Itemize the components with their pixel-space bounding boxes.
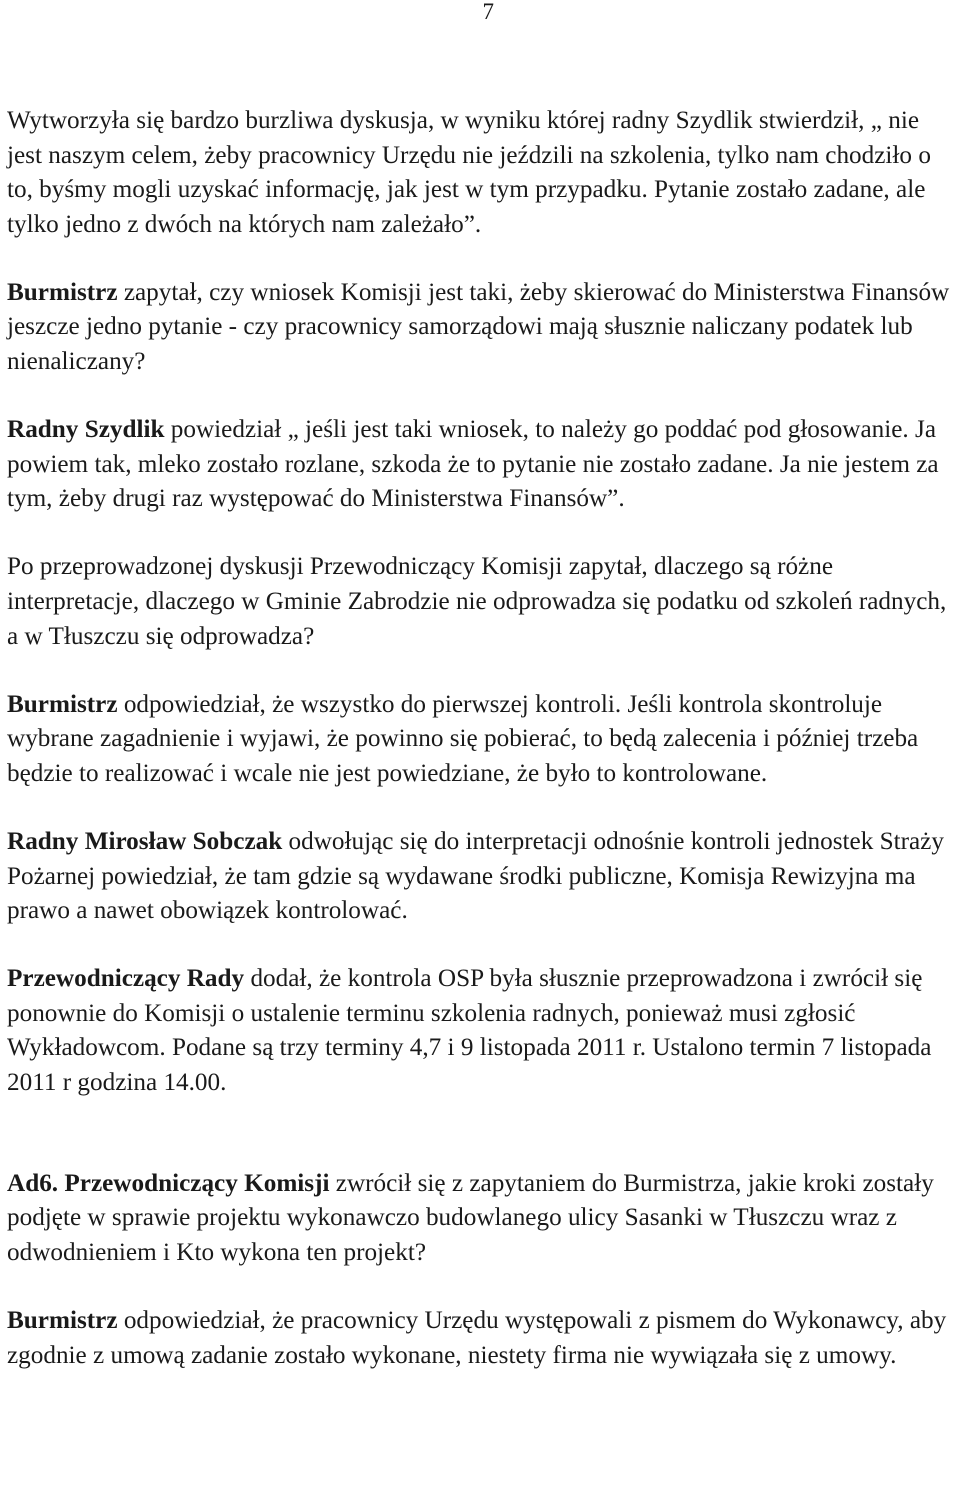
paragraph-text: powiedział „ jeśli jest taki wniosek, to należy go poddać pod głosowanie. Ja powiem tak, mleko zostało rozlane, szkoda że to pytanie nie zostało zadane. Ja nie jestem za tym, żeby drugi raz występować do Ministerstwa Finansów”. [7,416,939,513]
paragraph-text: dodał, że kontrola OSP była słusznie przeprowadzona i zwrócił się ponownie do Komisji o ustalenie terminu szkolenia radnych, ponieważ musi zgłosić Wykładowcom. Podane są trzy terminy 4,7 i 9 listopada 2011 r. Ustalono termin 7 listopada 2011 r godzina 14.00. [7,965,932,1097]
paragraph-text: Po przeprowadzonej dyskusji Przewodniczący Komisji zapytał, dlaczego są różne interpretacje, dlaczego w Gminie Zabrodzie nie odprowadza się podatku od szkoleń radnych, a w Tłuszczu się odprowadza? [7,553,947,650]
paragraph-text: odwołując się do interpretacji odnośnie kontroli jednostek Straży Pożarnej powiedział, że tam gdzie są wydawane środki publiczne, Komisja Rewizyjna ma prawo a nawet obowiązek kontrolować. [7,828,944,925]
speaker-name: Burmistrz [7,1306,118,1334]
paragraph-burmistrz-answer [7,688,957,792]
paragraph-council-chairman [7,962,957,1100]
paragraph-sobczak-statement [7,825,957,929]
page-number: 7 [482,0,494,24]
paragraph-text: odpowiedział, że pracownicy Urzędu występowali z pismem do Wykonawcy, aby zgodnie z umową zadanie zostało wykonane, niestety firma nie wywiązała się z umowy. [7,1306,947,1369]
paragraph-text: zapytał, czy wniosek Komisji jest taki, żeby skierować do Ministerstwa Finansów jeszcze jedno pytanie - czy pracownicy samorządowi mają słusznie naliczany podatek lub nienaliczany? [7,278,950,376]
speaker-name: Przewodniczący Rady [7,965,245,993]
paragraph-szydlik-statement [7,413,957,517]
speaker-name: Burmistrz [7,690,118,718]
paragraph-burmistrz-question [7,276,957,380]
paragraph-text: Wytworzyła się bardzo burzliwa dyskusja, w wyniku której radny Szydlik stwierdził, „ nie jest naszym celem, żeby pracownicy Urzędu nie jeździli na szkolenia, tylko nam chodziło o to, byśmy mogli uzyskać informację, jak jest w tym przypadku. Pytanie zostało zadane, ale tylko jedno z dwóch na których nam zależało”. [7,107,931,238]
document-body [7,104,957,1373]
speaker-name: Radny Szydlik [7,416,165,444]
speaker-name: Burmistrz [7,278,118,306]
paragraph-burmistrz-final [7,1304,957,1373]
paragraph-agenda-item-6 [7,1167,957,1271]
paragraph-text: zwrócił się z zapytaniem do Burmistrza, jakie kroki zostały podjęte w sprawie projektu wykonawczo budowlanego ulicy Sasanki w Tłuszczu wraz z odwodnieniem i Kto wykona ten projekt? [7,1169,934,1266]
speaker-name: Ad6. Przewodniczący Komisji [7,1169,330,1197]
paragraph-chairman-question [7,550,957,654]
paragraph-discussion [7,104,957,242]
paragraph-text: odpowiedział, że wszystko do pierwszej kontroli. Jeśli kontrola skontroluje wybrane zagadnienie i wyjawi, że powinno się pobierać, to będą zalecenia i później trzeba będzie to realizować i wcale nie jest powiedziane, że było to kontrolowane. [7,690,919,787]
speaker-name: Radny Mirosław Sobczak [7,828,283,855]
